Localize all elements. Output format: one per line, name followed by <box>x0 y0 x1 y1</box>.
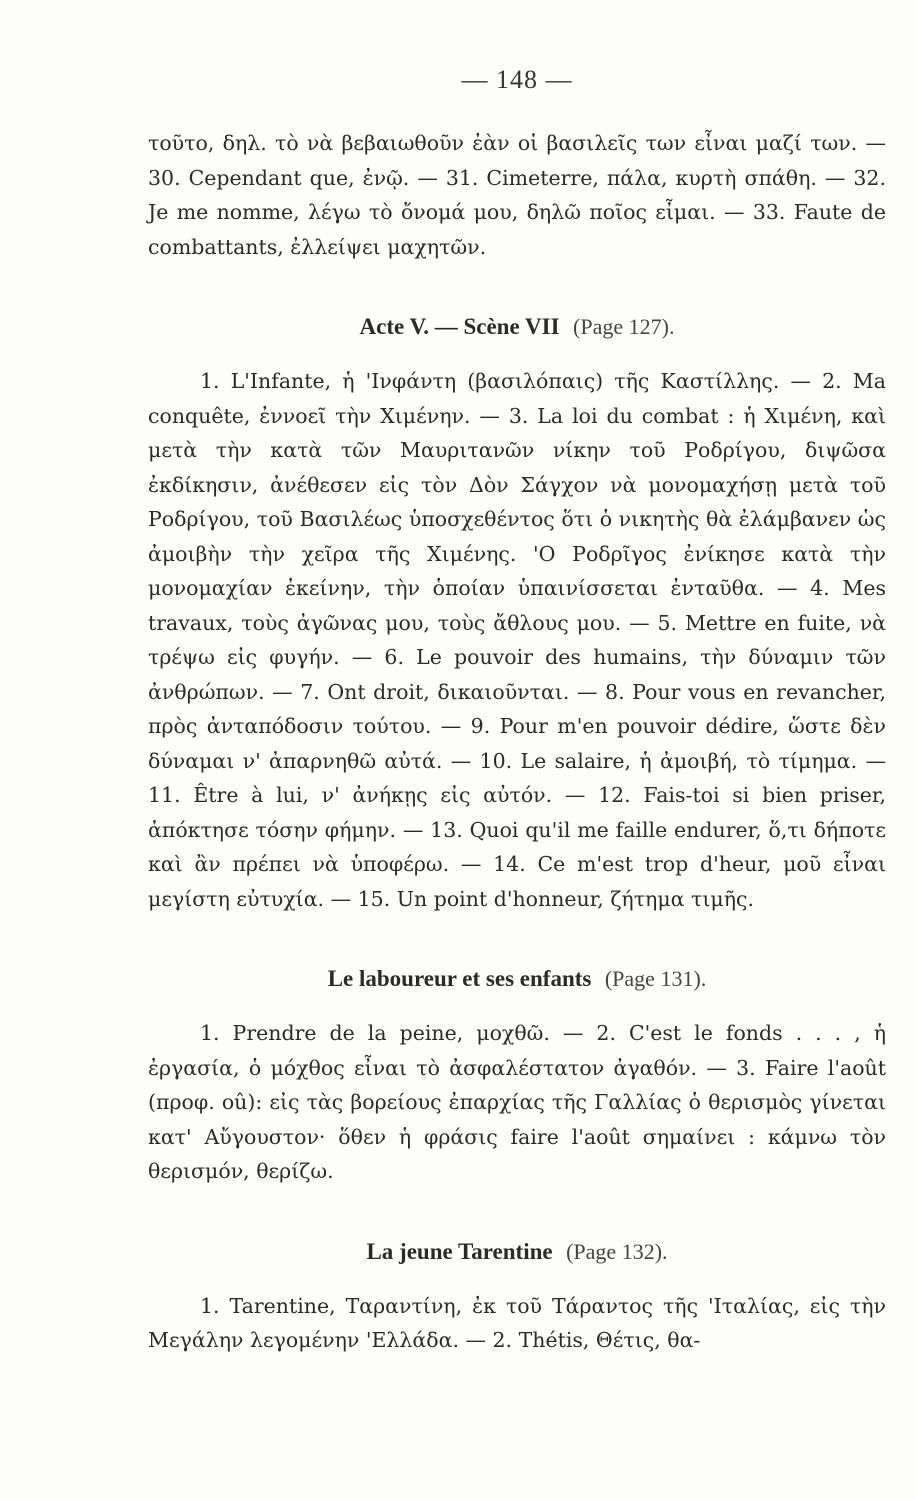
page-number: — 148 — <box>461 65 573 94</box>
section-heading-laboureur <box>148 962 886 996</box>
section-paragraph-acte-v: 1. L'Infante, ἡ 'Ινφάντη (βασιλόπαις) τῆς Καστίλλης. — 2. Ma conquête, ἐννοεῖ τὴν Χιμένην. — 3. La loi du combat : ἡ Χιμένη, καὶ μετὰ τὴν κατὰ τῶν Μαυριτανῶν νίκην τοῦ Ροδρίγου, διψῶσα ἐκδίκησιν, ἀνέθεσεν εἰς τὸν Δὸν Σάγχον νὰ μονομαχήσῃ μετὰ τοῦ Ροδρίγου, τοῦ Βασιλέως ὑποσχεθέντος ὅτι ὁ νικητὴς θὰ ἐλάμβανεν ὡς ἀμοιβὴν τὴν χεῖρα τῆς Χιμένης. 'Ο Ροδρῖγος ἐνίκησε κατὰ τὴν μονομαχίαν ἐκείνην, τὴν ὁποίαν ὑπαινίσσεται ἐνταῦθα. — 4. Mes travaux, τοὺς ἀγῶνας μου, τοὺς ἄθλους μου. — 5. Mettre en fuite, νὰ τρέψω εἰς φυγήν. — 6. Le pouvoir des humains, τὴν δύναμιν τῶν ἀνθρώπων. — 7. Ont droit, δικαιοῦνται. — 8. Pour vous en revancher, πρὸς ἀνταπόδοσιν τούτου. — 9. Pour m'en pouvoir dédire, ὥστε δὲν δύναμαι ν' ἀπαρνηθῶ αὐτά. — 10. Le salaire, ἡ ἀμοιβή, τὸ τίμημα. — 11. Être à lui, ν' ἀνήκῃς εἰς αὐτόν. — 12. Fais-toi si bien priser, ἀπόκτησε τόσην φήμην. — 13. Quoi qu'il me faille endurer, ὅ,τι δήποτε καὶ ἂν πρέπει νὰ ὑποφέρω. — 14. Ce m'est trop d'heur, μοῦ εἶναι μεγίστη εὐτυχία. — 15. Un point d'honneur, ζήτημα τιμῆς. <box>148 369 886 911</box>
section-page-ref: (Page 127). <box>573 314 675 339</box>
section-heading-acte-v <box>148 310 886 344</box>
section-title: La jeune Tarentine <box>366 1238 553 1264</box>
section-page-ref: (Page 131). <box>604 966 707 991</box>
section-page-ref: (Page 132). <box>566 1238 668 1264</box>
document-page <box>148 60 886 1358</box>
section-title: Le laboureur et ses enfants <box>327 966 592 991</box>
section-heading-tarentine <box>148 1235 886 1269</box>
section-paragraph-laboureur: 1. Prendre de la peine, μοχθῶ. — 2. C'est le fonds . . . , ἡ ἐργασία, ὁ μόχθος εἶναι τὸ ἀσφαλέστατον ἀγαθόν. — 3. Faire l'août (προφ. oû): εἰς τὰς βορείους ἐπαρχίας τῆς Γαλλίας ὁ θερισμὸς γίνεται κατ' Αὔγουστον· ὅθεν ἡ φράσις faire l'août σημαίνει : κάμνω τὸν θερισμόν, θερίζω. <box>148 1021 886 1183</box>
section-title: Acte V. — Scène VII <box>359 314 560 339</box>
intro-paragraph: τοῦτο, δηλ. τὸ νὰ βεβαιωθοῦν ἐὰν οἱ βασιλεῖς των εἶναι μαζί των. — 30. Cependant que, ἐνῷ. — 31. Cimeterre, πάλα, κυρτὴ σπάθη. — 32. Je me nomme, λέγω τὸ ὄνομά μου, δηλῶ ποῖος εἶμαι. — 33. Faute de combattants, ἐλλείψει μαχητῶν. <box>148 131 886 259</box>
section-paragraph-tarentine: 1. Tarentine, Ταραντίνη, ἐκ τοῦ Τάραντος τῆς 'Ιταλίας, εἰς τὴν Μεγάλην λεγομένην 'Ελλάδα. — 2. Thétis, Θέτις, θα- <box>148 1293 886 1352</box>
